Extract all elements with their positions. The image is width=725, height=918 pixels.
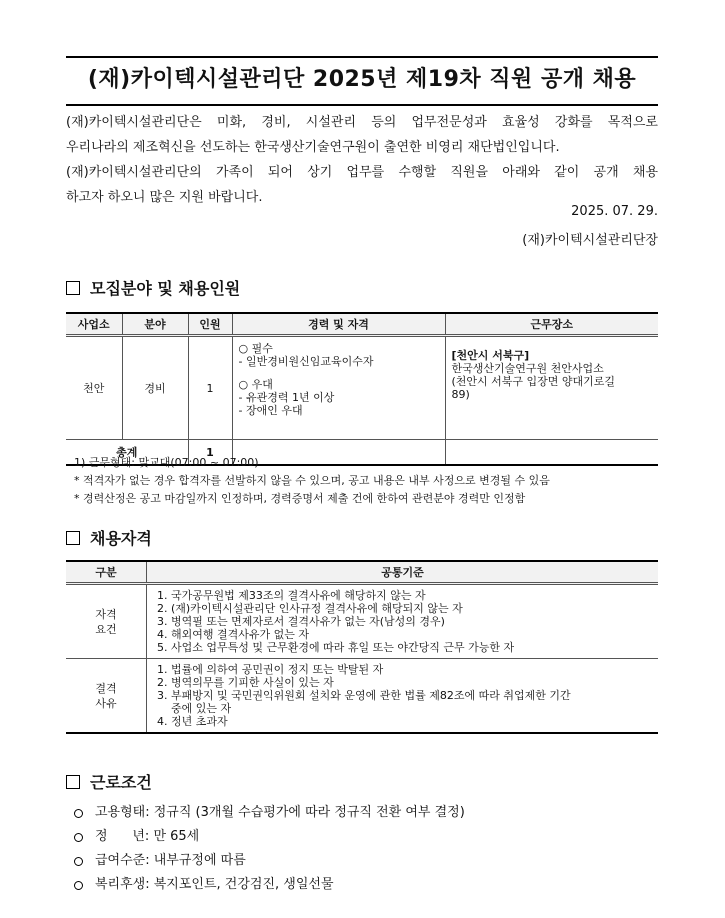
- header-category: 구분: [66, 561, 147, 584]
- criteria-item: 2. 병역의무를 기피한 사실이 있는 자: [157, 676, 334, 689]
- criteria-cell: [147, 584, 659, 659]
- list-item: [74, 849, 465, 873]
- intro-line: 우리나라의 제조혁신을 선도하는 한국생산기술연구원이 출연한 비영리 재단법인입니다.: [66, 140, 560, 155]
- loc-line: 89): [451, 388, 470, 401]
- intro-line: (재)카이텍시설관리단은 미화, 경비, 시설관리 등의 업무전문성과 효율성 강화를 목적으로: [66, 115, 658, 130]
- category-cell: [66, 584, 147, 659]
- header-criteria: 공통기준: [147, 561, 659, 584]
- criteria-item: 4. 해외여행 결격사유가 없는 자: [157, 628, 309, 641]
- condition-separator: :: [145, 853, 154, 868]
- table-row: [66, 659, 658, 734]
- category-line: 자격: [95, 607, 117, 621]
- section-recruitment-title: [66, 276, 240, 299]
- total-label: 총계: [66, 440, 188, 466]
- header-location: 근무장소: [445, 313, 658, 336]
- condition-value: 정규직 (3개월 수습평가에 따라 정규직 전환 여부 결정): [153, 805, 465, 820]
- criteria-item: 3. 부패방지 및 국민권익위원회 설치와 운영에 관한 법률 제82조에 따라 취업제한 기간: [157, 689, 571, 702]
- note-line: * 경력산정은 공고 마감일까지 인정하며, 경력증명서 제출 건에 한하여 관련분야 경력만 인정함: [74, 492, 526, 505]
- issuer-name: (재)카이텍시설관리단장: [522, 233, 658, 248]
- req-line: - 일반경비원신임교육이수자: [238, 355, 374, 368]
- criteria-item: 1. 법률에 의하여 공민권이 정지 또는 박탈된 자: [157, 663, 384, 676]
- header-count: 인원: [188, 313, 232, 336]
- condition-label: 정 년: [95, 829, 145, 844]
- condition-label: 급여수준: [95, 853, 146, 868]
- count-cell: 1: [188, 336, 232, 440]
- condition-value: 내부규정에 따름: [153, 853, 246, 868]
- loc-line: 한국생산기술연구원 천안사업소: [451, 362, 604, 375]
- page-title: (재)카이텍시설관리단 2025년 제19차 직원 공개 채용: [87, 67, 637, 92]
- note-line: 1) 근무형태: 맞교대(07:00 ~ 07:00): [74, 456, 259, 469]
- condition-separator: :: [145, 805, 154, 820]
- qualification-table: [66, 560, 658, 734]
- field-cell: 경비: [122, 336, 188, 440]
- category-line: 요건: [95, 622, 117, 636]
- requirements-cell: [232, 336, 445, 440]
- section-title-text: 근로조건: [90, 773, 152, 792]
- list-item: [74, 801, 465, 825]
- category-cell: [66, 659, 147, 734]
- criteria-item: 3. 병역필 또는 면제자로서 결격사유가 없는 자(남성의 경우): [157, 615, 445, 628]
- list-item: [74, 825, 465, 849]
- intro-line: (재)카이텍시설관리단의 가족이 되어 상기 업무를 수행할 직원을 아래와 같이 공개 채용: [66, 165, 658, 180]
- condition-separator: :: [144, 829, 154, 844]
- loc-line: (천안시 서북구 입장면 양대기로길: [451, 375, 616, 388]
- condition-value: 복지포인트, 건강검진, 생일선물: [153, 877, 334, 892]
- checkbox-square-icon: [66, 531, 80, 545]
- conditions-list: [74, 801, 465, 897]
- title-bottom-rule: [66, 104, 658, 106]
- intro-paragraph: [66, 110, 658, 210]
- checkbox-square-icon: [66, 281, 80, 295]
- category-line: 사유: [95, 696, 117, 710]
- office-cell: 천안: [66, 336, 122, 440]
- criteria-item: 5. 사업소 업무특성 및 근무환경에 따라 휴일 또는 야간당직 근무 가능한 자: [157, 641, 515, 654]
- circle-bullet-icon: [74, 881, 83, 890]
- recruitment-notes: [74, 454, 666, 508]
- recruitment-table: [66, 312, 658, 466]
- posting-date: 2025. 07. 29.: [571, 204, 658, 219]
- loc-region: [천안시 서북구]: [451, 349, 530, 362]
- section-title-text: 모집분야 및 채용인원: [90, 279, 241, 298]
- intro-line: 하고자 하오니 많은 지원 바랍니다.: [66, 190, 263, 205]
- req-spacer: [239, 368, 439, 378]
- section-title-text: 채용자격: [90, 529, 152, 548]
- criteria-item: 2. (재)카이텍시설관리단 인사규정 결격사유에 해당되지 않는 자: [157, 602, 463, 615]
- table-row: [66, 336, 658, 440]
- req-line: - 장애인 우대: [238, 404, 303, 417]
- req-line: ○ 필수: [238, 342, 273, 355]
- criteria-cell: [147, 659, 659, 734]
- condition-label: 고용형태: [95, 805, 146, 820]
- condition-separator: :: [145, 877, 154, 892]
- header-field: 분야: [122, 313, 188, 336]
- total-count: 1: [188, 440, 232, 466]
- condition-label: 복리후생: [95, 877, 146, 892]
- condition-value: 만 65세: [153, 829, 200, 844]
- category-line: 결격: [95, 681, 117, 695]
- table-row: [66, 584, 658, 659]
- req-line: ○ 우대: [238, 378, 273, 391]
- header-office: 사업소: [66, 313, 122, 336]
- criteria-item: 1. 국가공무원법 제33조의 결격사유에 해당하지 않는 자: [157, 589, 426, 602]
- circle-bullet-icon: [74, 809, 83, 818]
- table-header-row: [66, 561, 658, 584]
- criteria-item-continued: 중에 있는 자: [171, 702, 232, 715]
- header-requirements: 경력 및 자격: [232, 313, 445, 336]
- criteria-item: 4. 정년 초과자: [157, 715, 228, 728]
- checkbox-square-icon: [66, 775, 80, 789]
- circle-bullet-icon: [74, 857, 83, 866]
- circle-bullet-icon: [74, 833, 83, 842]
- section-qualification-title: [66, 526, 152, 549]
- req-line: - 유관경력 1년 이상: [238, 391, 335, 404]
- location-cell: [445, 336, 658, 440]
- section-conditions-title: [66, 770, 152, 793]
- table-header-row: [66, 313, 658, 336]
- list-item: [74, 873, 465, 897]
- note-line: * 적격자가 없는 경우 합격자를 선발하지 않을 수 있으며, 공고 내용은 내부 사정으로 변경될 수 있음: [74, 474, 550, 487]
